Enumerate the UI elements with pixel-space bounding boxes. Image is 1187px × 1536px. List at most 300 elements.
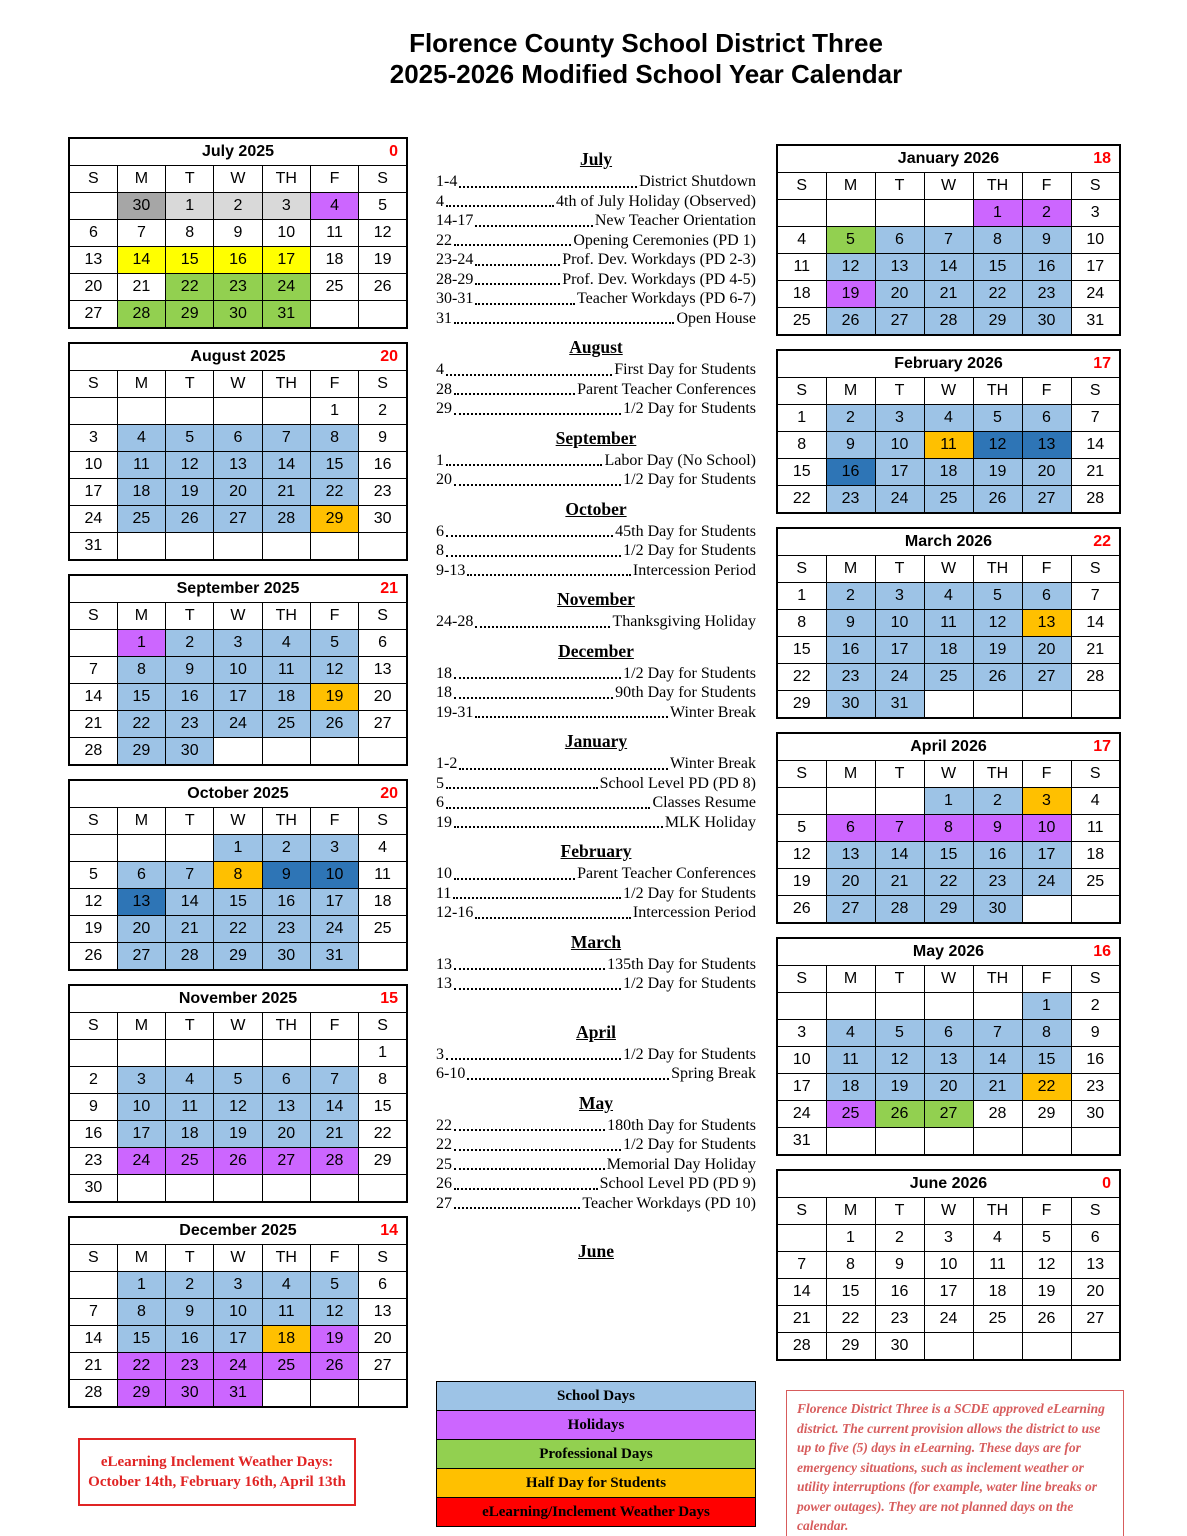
- dot-leader: [446, 537, 621, 557]
- event-day: 1-2: [436, 755, 458, 772]
- day-cell: 5: [214, 1067, 262, 1094]
- weekday-header: W: [214, 603, 262, 630]
- event-line: [436, 974, 756, 994]
- elearning-note-line1: eLearning Inclement Weather Days:: [100, 1454, 334, 1470]
- empty-cell: [262, 1380, 310, 1408]
- weekday-header: TH: [973, 173, 1022, 200]
- weekday-header: F: [1022, 966, 1071, 993]
- day-cell: 25: [166, 1148, 214, 1175]
- day-cell: 19: [973, 459, 1022, 486]
- day-cell: 24: [310, 916, 358, 943]
- weekday-header: F: [1022, 761, 1071, 788]
- empty-cell: [1071, 896, 1120, 924]
- day-cell: 6: [826, 815, 875, 842]
- dot-leader: [446, 518, 613, 538]
- empty-cell: [973, 993, 1022, 1020]
- day-cell: 5: [826, 227, 875, 254]
- day-cell: 8: [777, 610, 826, 637]
- event-day: 23-24: [436, 251, 474, 268]
- day-cell: 3: [310, 835, 358, 862]
- weekday-header: S: [1071, 1198, 1120, 1225]
- event-section-january: [436, 731, 756, 832]
- day-cell: 18: [117, 479, 165, 506]
- weekday-header: W: [214, 1013, 262, 1040]
- day-cell: 27: [262, 1148, 310, 1175]
- day-cell: 20: [1022, 637, 1071, 664]
- day-cell: 18: [777, 281, 826, 308]
- day-cell: 19: [973, 637, 1022, 664]
- weekday-header: M: [826, 556, 875, 583]
- empty-cell: [777, 200, 826, 227]
- day-cell: 3: [214, 630, 262, 657]
- event-sections: [436, 149, 756, 1262]
- day-cell: 14: [69, 1326, 117, 1353]
- day-cell: 13: [214, 452, 262, 479]
- day-cell: 4: [262, 1272, 310, 1299]
- weekday-header: S: [1071, 173, 1120, 200]
- month-name: February 2026: [894, 355, 1003, 372]
- event-label: 1/2 Day for Students: [623, 664, 756, 682]
- day-cell: 13: [826, 842, 875, 869]
- day-cell: 28: [262, 506, 310, 533]
- day-cell: 4: [924, 405, 973, 432]
- day-cell: 11: [826, 1047, 875, 1074]
- event-label: School Level PD (PD 8): [599, 774, 756, 792]
- day-cell: 25: [777, 308, 826, 336]
- day-cell: 9: [1022, 227, 1071, 254]
- weekday-header: T: [875, 761, 924, 788]
- day-cell: 12: [166, 452, 214, 479]
- day-cell: 16: [826, 459, 875, 486]
- day-cell: 10: [1071, 227, 1120, 254]
- day-cell: 24: [875, 664, 924, 691]
- day-cell: 4: [1071, 788, 1120, 815]
- day-cell: 8: [117, 1299, 165, 1326]
- day-cell: 28: [69, 738, 117, 766]
- event-day: 6: [436, 522, 444, 540]
- day-cell: 4: [973, 1225, 1022, 1252]
- day-cell: 24: [875, 486, 924, 514]
- empty-cell: [359, 301, 407, 329]
- weekday-header: TH: [262, 371, 310, 398]
- day-cell: 27: [359, 1353, 407, 1380]
- day-cell: 25: [310, 274, 358, 301]
- day-cell: 23: [973, 869, 1022, 896]
- empty-cell: [214, 1175, 262, 1203]
- event-label: Open House: [676, 309, 756, 327]
- day-cell: 13: [117, 889, 165, 916]
- weekday-header: T: [166, 808, 214, 835]
- day-cell: 11: [262, 1299, 310, 1326]
- day-cell: 7: [1071, 583, 1120, 610]
- empty-cell: [875, 788, 924, 815]
- event-month-heading: [436, 1241, 756, 1262]
- day-cell: 24: [924, 1306, 973, 1333]
- day-cell: 11: [117, 452, 165, 479]
- weekday-header: TH: [973, 761, 1022, 788]
- day-cell: 2: [359, 398, 407, 425]
- dot-leader: [454, 1151, 605, 1171]
- day-cell: 27: [1022, 486, 1071, 514]
- day-cell: 22: [117, 1353, 165, 1380]
- weekday-header: M: [117, 371, 165, 398]
- day-cell: 20: [924, 1074, 973, 1101]
- day-cell: 11: [310, 220, 358, 247]
- event-day: 10: [436, 865, 452, 882]
- empty-cell: [310, 738, 358, 766]
- day-cell: 12: [214, 1094, 262, 1121]
- event-section-september: [436, 428, 756, 490]
- day-cell: 12: [359, 220, 407, 247]
- day-cell: 5: [1022, 1225, 1071, 1252]
- day-cell: 29: [973, 308, 1022, 336]
- day-cell: 5: [166, 425, 214, 452]
- day-cell: 5: [875, 1020, 924, 1047]
- month-name: June 2026: [909, 1175, 988, 1192]
- event-line: [436, 470, 756, 490]
- day-cell: 9: [69, 1094, 117, 1121]
- day-cell: 17: [69, 479, 117, 506]
- day-cell: 8: [826, 1252, 875, 1279]
- day-cell: 10: [214, 1299, 262, 1326]
- day-cell: 12: [69, 889, 117, 916]
- day-cell: 16: [166, 684, 214, 711]
- month-school-day-count: 22: [1093, 533, 1111, 550]
- day-cell: 7: [973, 1020, 1022, 1047]
- weekday-header: M: [826, 378, 875, 405]
- empty-cell: [973, 1333, 1022, 1361]
- day-cell: 18: [262, 684, 310, 711]
- event-line: [436, 703, 756, 723]
- day-cell: 24: [1022, 869, 1071, 896]
- day-cell: 20: [262, 1121, 310, 1148]
- event-day: 4: [436, 361, 444, 378]
- weekday-header: W: [924, 1198, 973, 1225]
- empty-cell: [166, 835, 214, 862]
- day-cell: 11: [973, 1252, 1022, 1279]
- event-month-heading: [436, 589, 756, 610]
- day-cell: 9: [166, 1299, 214, 1326]
- day-cell: 29: [826, 1333, 875, 1361]
- event-day: 1-4: [436, 173, 458, 190]
- weekday-header: W: [924, 966, 973, 993]
- day-cell: 3: [1022, 788, 1071, 815]
- event-month-name: October: [565, 498, 627, 519]
- month-name: January 2026: [897, 150, 1000, 167]
- empty-cell: [69, 1040, 117, 1067]
- empty-cell: [826, 788, 875, 815]
- empty-cell: [973, 1128, 1022, 1156]
- empty-cell: [166, 398, 214, 425]
- legend-row: [437, 1440, 756, 1469]
- day-cell: 22: [166, 274, 214, 301]
- weekday-header: TH: [262, 808, 310, 835]
- day-cell: 9: [973, 815, 1022, 842]
- day-cell: 24: [69, 506, 117, 533]
- day-cell: 21: [875, 869, 924, 896]
- elearning-note-line2: October 14th, February 16th, April 13th: [88, 1474, 346, 1490]
- day-cell: 1: [1022, 993, 1071, 1020]
- day-cell: 18: [826, 1074, 875, 1101]
- day-cell: 14: [777, 1279, 826, 1306]
- empty-cell: [310, 1175, 358, 1203]
- day-cell: 19: [69, 916, 117, 943]
- day-cell: 18: [359, 889, 407, 916]
- event-month-heading: [436, 428, 756, 449]
- month-calendar-april-2026: [776, 732, 1121, 924]
- day-cell: 31: [777, 1128, 826, 1156]
- event-label: 1/2 Day for Students: [623, 975, 756, 992]
- day-cell: 12: [826, 254, 875, 281]
- weekday-header: F: [1022, 1198, 1071, 1225]
- event-section-december: [436, 641, 756, 723]
- day-cell: 17: [214, 1326, 262, 1353]
- weekday-header: M: [826, 761, 875, 788]
- day-cell: 24: [1071, 281, 1120, 308]
- event-line: [436, 561, 756, 581]
- event-day: 26: [436, 1175, 452, 1192]
- empty-cell: [359, 943, 407, 971]
- day-cell: 17: [875, 637, 924, 664]
- day-cell: 25: [826, 1101, 875, 1128]
- day-cell: 30: [1022, 308, 1071, 336]
- day-cell: 4: [262, 630, 310, 657]
- month-name: December 2025: [179, 1222, 297, 1239]
- empty-cell: [777, 993, 826, 1020]
- day-cell: 16: [1071, 1047, 1120, 1074]
- weekday-header: F: [310, 1013, 358, 1040]
- event-section-august: [436, 337, 756, 419]
- event-day: 30-31: [436, 290, 474, 307]
- event-day: 20: [436, 471, 452, 488]
- day-cell: 7: [262, 425, 310, 452]
- dot-leader: [475, 699, 668, 719]
- day-cell: 14: [310, 1094, 358, 1121]
- day-cell: 1: [214, 835, 262, 862]
- event-label: Parent Teacher Conferences: [577, 865, 756, 882]
- event-day: 12-16: [436, 904, 474, 921]
- day-cell: 26: [826, 308, 875, 336]
- event-section-march: [436, 932, 756, 994]
- event-month-heading: [436, 641, 756, 662]
- day-cell: 6: [875, 227, 924, 254]
- event-label: Winter Break: [670, 703, 756, 721]
- day-cell: 15: [777, 459, 826, 486]
- day-cell: 26: [359, 274, 407, 301]
- event-line: [436, 813, 756, 833]
- weekday-header: S: [777, 966, 826, 993]
- day-cell: 30: [973, 896, 1022, 924]
- event-month-name: March: [570, 931, 622, 952]
- day-cell: 10: [117, 1094, 165, 1121]
- weekday-header: F: [310, 166, 358, 193]
- day-cell: 16: [826, 637, 875, 664]
- month-name: August 2025: [190, 348, 286, 365]
- day-cell: 1: [777, 405, 826, 432]
- event-label: 45th Day for Students: [615, 522, 756, 540]
- day-cell: 11: [1071, 815, 1120, 842]
- empty-cell: [973, 691, 1022, 719]
- day-cell: 9: [359, 425, 407, 452]
- dot-leader: [454, 305, 674, 325]
- day-cell: 2: [166, 1272, 214, 1299]
- day-cell: 28: [1071, 486, 1120, 514]
- event-line: [436, 903, 756, 923]
- day-cell: 28: [310, 1148, 358, 1175]
- day-cell: 25: [924, 486, 973, 514]
- day-cell: 26: [69, 943, 117, 971]
- day-cell: 25: [262, 1353, 310, 1380]
- legend-half-label: Half Day for Students: [437, 1469, 756, 1498]
- day-cell: 23: [69, 1148, 117, 1175]
- day-cell: 19: [1022, 1279, 1071, 1306]
- day-cell: 13: [359, 1299, 407, 1326]
- day-cell: 7: [117, 220, 165, 247]
- event-label: First Day for Students: [614, 361, 756, 378]
- weekday-header: S: [1071, 378, 1120, 405]
- event-label: District Shutdown: [639, 173, 756, 190]
- day-cell: 13: [1071, 1252, 1120, 1279]
- weekday-header: T: [875, 1198, 924, 1225]
- month-school-day-count: 20: [380, 348, 398, 365]
- day-cell: 26: [777, 896, 826, 924]
- day-cell: 14: [1071, 432, 1120, 459]
- day-cell: 4: [117, 425, 165, 452]
- day-cell: 28: [166, 943, 214, 971]
- day-cell: 21: [69, 1353, 117, 1380]
- month-header: [777, 145, 1120, 173]
- day-cell: 22: [310, 479, 358, 506]
- empty-cell: [359, 1380, 407, 1408]
- page-title: [0, 28, 1187, 90]
- day-cell: 7: [310, 1067, 358, 1094]
- event-label: Intercession Period: [632, 904, 756, 921]
- event-month-heading: [436, 1093, 756, 1114]
- day-cell: 19: [875, 1074, 924, 1101]
- month-school-day-count: 17: [1093, 355, 1111, 372]
- event-day: 5: [436, 774, 444, 792]
- legend-elearn-label: eLearning/Inclement Weather Days: [437, 1498, 756, 1527]
- empty-cell: [777, 1225, 826, 1252]
- event-label: Teacher Workdays (PD 10): [582, 1194, 756, 1212]
- day-cell: 16: [69, 1121, 117, 1148]
- day-cell: 27: [214, 506, 262, 533]
- weekday-header: M: [826, 173, 875, 200]
- month-header: [777, 733, 1120, 761]
- weekday-header: T: [166, 1013, 214, 1040]
- day-cell: 15: [359, 1094, 407, 1121]
- weekday-header: W: [924, 173, 973, 200]
- day-cell: 5: [973, 583, 1022, 610]
- dot-leader: [459, 750, 668, 770]
- dot-leader: [446, 356, 612, 376]
- month-calendar-june-2026: [776, 1169, 1121, 1361]
- day-cell: 6: [359, 1272, 407, 1299]
- day-cell: 5: [310, 630, 358, 657]
- empty-cell: [166, 533, 214, 561]
- empty-cell: [924, 691, 973, 719]
- event-label: 180th Day for Students: [607, 1116, 756, 1134]
- empty-cell: [262, 533, 310, 561]
- month-header: [69, 1217, 407, 1245]
- left-month-column: [68, 137, 408, 1421]
- month-school-day-count: 15: [380, 990, 398, 1007]
- event-day: 19-31: [436, 703, 474, 721]
- day-cell: 3: [69, 425, 117, 452]
- event-day: 27: [436, 1194, 452, 1212]
- month-calendar-january-2026: [776, 144, 1121, 336]
- day-cell: 6: [924, 1020, 973, 1047]
- day-cell: 29: [166, 301, 214, 329]
- day-cell: 19: [310, 684, 358, 711]
- empty-cell: [875, 200, 924, 227]
- month-header: [69, 985, 407, 1013]
- month-school-day-count: 14: [380, 1222, 398, 1239]
- day-cell: 7: [777, 1252, 826, 1279]
- event-month-name: June: [578, 1241, 614, 1261]
- day-cell: 22: [973, 281, 1022, 308]
- day-cell: 19: [166, 479, 214, 506]
- day-cell: 21: [310, 1121, 358, 1148]
- event-day: 18: [436, 684, 452, 701]
- day-cell: 20: [1071, 1279, 1120, 1306]
- day-cell: 5: [69, 862, 117, 889]
- legend-prof-label: Professional Days: [437, 1440, 756, 1469]
- empty-cell: [262, 738, 310, 766]
- event-day: 8: [436, 542, 444, 559]
- day-cell: 22: [777, 664, 826, 691]
- page-title-line1: Florence County School District Three: [409, 28, 883, 58]
- day-cell: 28: [117, 301, 165, 329]
- dot-leader: [453, 880, 621, 900]
- empty-cell: [1022, 691, 1071, 719]
- month-calendar-september-2025: [68, 574, 408, 766]
- empty-cell: [214, 738, 262, 766]
- empty-cell: [117, 533, 165, 561]
- day-cell: 5: [310, 1272, 358, 1299]
- legend-school-label: School Days: [437, 1382, 756, 1411]
- event-label: 4th of July Holiday (Observed): [556, 192, 756, 210]
- empty-cell: [310, 1040, 358, 1067]
- day-cell: 26: [973, 664, 1022, 691]
- event-section-november: [436, 589, 756, 632]
- day-cell: 7: [69, 657, 117, 684]
- weekday-header: W: [214, 808, 262, 835]
- empty-cell: [310, 301, 358, 329]
- day-cell: 3: [875, 405, 924, 432]
- event-day: 22: [436, 1136, 452, 1153]
- day-cell: 1: [166, 193, 214, 220]
- day-cell: 9: [826, 432, 875, 459]
- day-cell: 15: [117, 1326, 165, 1353]
- event-section-june: [436, 1241, 756, 1262]
- event-day: 24-28: [436, 613, 474, 630]
- day-cell: 22: [117, 711, 165, 738]
- day-cell: 2: [214, 193, 262, 220]
- event-line: [436, 1194, 756, 1214]
- dot-leader: [454, 809, 663, 829]
- day-cell: 8: [166, 220, 214, 247]
- dot-leader: [454, 466, 621, 486]
- empty-cell: [166, 1175, 214, 1203]
- weekday-header: T: [875, 966, 924, 993]
- day-cell: 21: [166, 916, 214, 943]
- day-cell: 12: [777, 842, 826, 869]
- day-cell: 23: [262, 916, 310, 943]
- weekday-header: S: [359, 1013, 407, 1040]
- month-name: May 2026: [912, 943, 985, 960]
- elearning-days-note: [78, 1438, 356, 1506]
